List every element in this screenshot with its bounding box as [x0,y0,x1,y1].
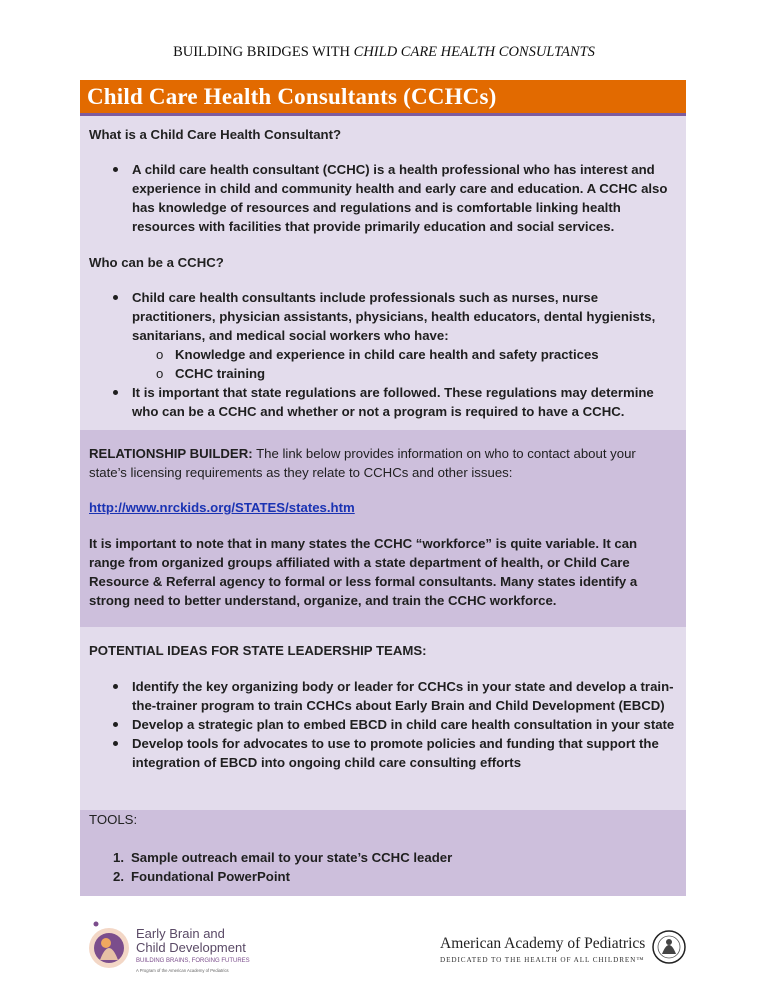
page-title: Child Care Health Consultants (CCHCs) [87,83,497,109]
tool-item: 1. Sample outreach email to your state’s CCHC leader [113,850,453,865]
section-tools [80,810,686,896]
header-prefix: BUILDING BRIDGES WITH [173,44,351,60]
sub-list-item: o Knowledge and experience in child care health and safety practices [132,345,676,364]
who-sublist [132,345,676,383]
list-item: Develop a strategic plan to embed EBCD in child care health consultation in your state [80,715,686,734]
question-who: Who can be a CCHC? [89,255,224,270]
relationship-label: RELATIONSHIP BUILDER: [89,446,253,461]
tools-heading: TOOLS: [89,812,138,827]
relationship-intro [89,444,674,482]
question-what: What is a Child Care Health Consultant? [89,127,342,142]
tools-list [80,848,686,886]
who-list [80,288,686,421]
aap-name: American Academy of Pediatrics [440,935,646,952]
relationship-text: The link below provides information on who to contact about your state’s licensing requirements as they relate to CCHCs and other issues: [89,446,636,480]
title-bar [80,80,686,116]
aap-logo [440,928,690,968]
what-list [80,160,686,236]
sub-list-item: o CCHC training [132,364,676,383]
list-item [80,288,686,383]
section-relationship [80,430,686,627]
ideas-list [80,677,686,772]
list-item: Identify the key organizing body or leader for CCHCs in your state and develop a train-the-trainer program to train CCHCs about Early Brain and Child Development (EBCD) [80,677,686,715]
ebcd-logo-icon [80,918,320,978]
ebcd-sub: A Program of the American Academy of Pediatrics [136,968,229,973]
header-suffix: CHILD CARE HEALTH CONSULTANTS [353,44,595,60]
ebcd-tagline: BUILDING BRAINS, FORGING FUTURES [136,958,250,964]
list-item: It is important that state regulations are followed. These regulations may determine who can be a CCHC and whether or not a program is required to have a CCHC. [80,383,686,421]
list-item: A child care health consultant (CCHC) is a health professional who has interest and experience in child and community health and early care and education. A CCHC also has knowledge of resources and regulations and is comfortable linking health resources with facilities that provide primarily education and social services. [80,160,686,236]
ideas-heading: POTENTIAL IDEAS FOR STATE LEADERSHIP TEAMS: [89,643,427,658]
aap-tagline: DEDICATED TO THE HEALTH OF ALL CHILDREN™ [440,956,645,964]
states-link-row [89,498,355,517]
section-what-who [80,116,686,430]
ebcd-line1: Early Brain and [136,926,225,941]
who-bullet-text: Child care health consultants include professionals such as nurses, nurse practitioners, physician assistants, physicians, health educators, dental hygienists, sanitarians, and medical social workers who have: [132,290,656,343]
ebcd-logo [80,918,320,978]
list-item: Develop tools for advocates to use to promote policies and funding that support the integration of EBCD into ongoing child care consulting efforts [80,734,686,772]
aap-logo-icon [440,928,690,968]
section-ideas [80,627,686,810]
page-header [0,44,768,61]
ebcd-line2: Child Development [136,940,246,955]
tool-item: 2. Foundational PowerPoint [113,869,290,884]
states-link[interactable]: http://www.nrckids.org/STATES/states.htm [89,500,355,515]
workforce-note: It is important to note that in many states the CCHC “workforce” is quite variable. It can range from organized groups affiliated with a state department of health, or Child Care Resource & Referral agency to formal or less formal consultants. Many states identify a strong need to better understand, organize, and train the CCHC workforce. [89,536,638,608]
